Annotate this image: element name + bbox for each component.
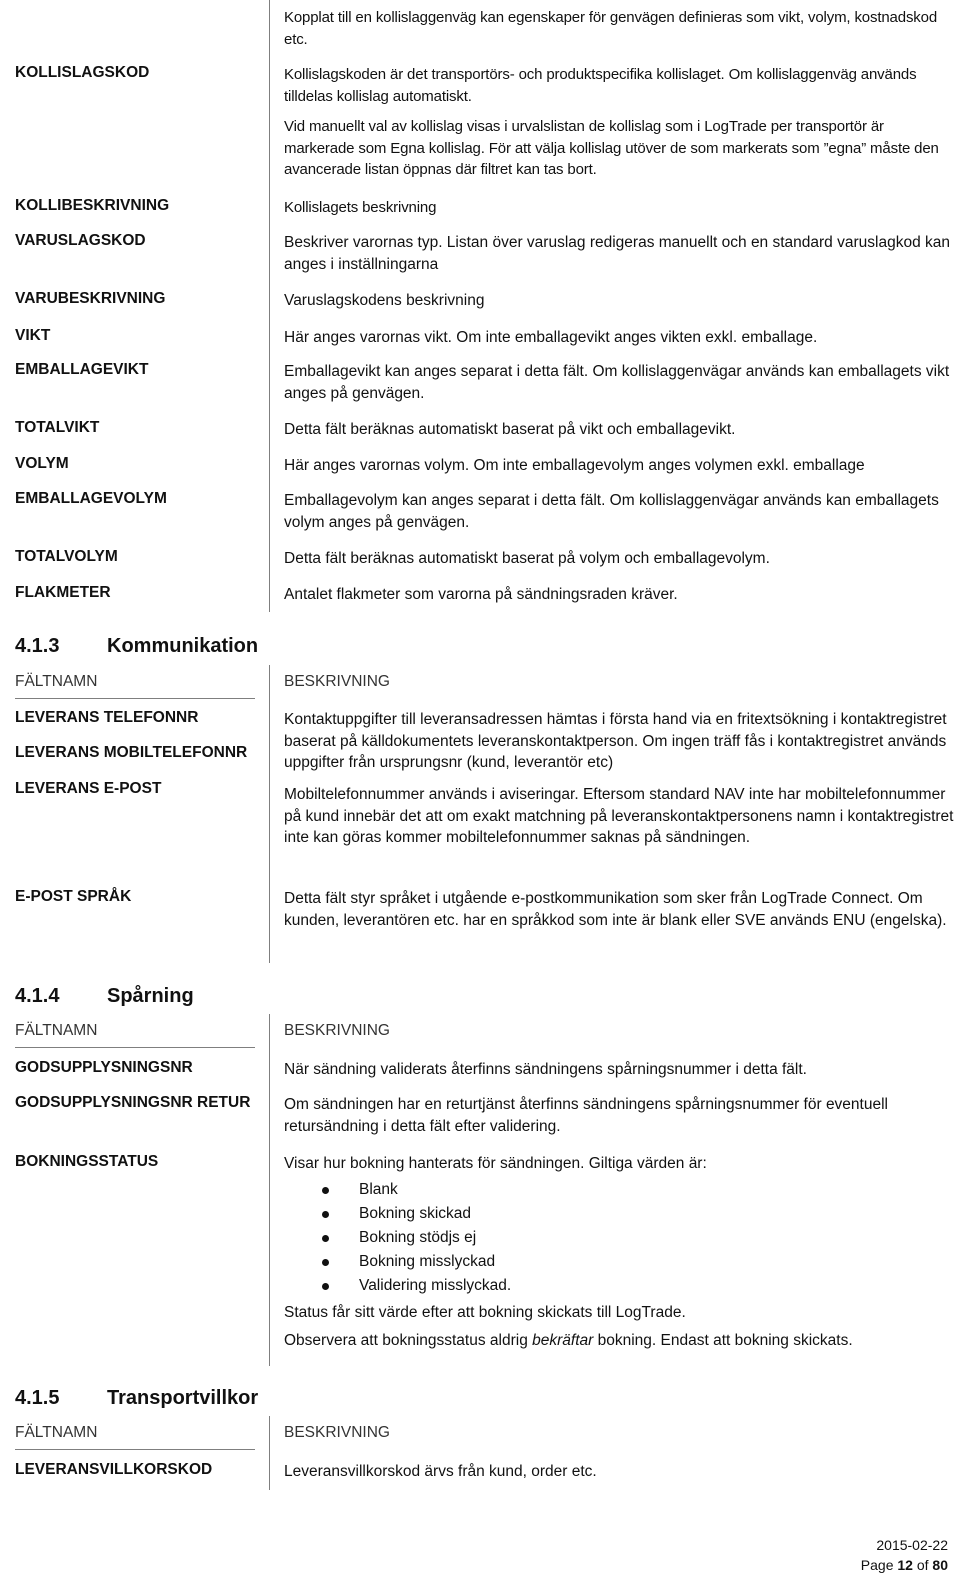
list-item: Bokning stödjs ej <box>284 1226 954 1250</box>
observe-note <box>284 1330 954 1352</box>
column-header-field: FÄLTNAMN <box>15 1424 98 1441</box>
page-of-label: of <box>916 1557 929 1573</box>
field-name: KOLLISLAGSKOD <box>15 64 150 81</box>
field-name: EMBALLAGEVIKT <box>15 361 149 378</box>
column-header-description: BESKRIVNING <box>284 673 390 690</box>
field-name: VARUBESKRIVNING <box>15 290 166 307</box>
field-name: GODSUPPLYSNINGSNR RETUR <box>15 1094 251 1111</box>
booking-status-block <box>284 1153 954 1352</box>
section-number: 4.1.5 <box>15 1387 60 1409</box>
list-item: Validering misslyckad. <box>284 1274 954 1298</box>
field-description: Kopplat till en kollislaggenväg kan egenskaper för genvägen definieras som vikt, volym, kostnadskod etc. <box>284 9 938 48</box>
list-item: Blank <box>284 1178 954 1202</box>
field-description: Om sändningen har en returtjänst återfinns sändningens spårningsnummer för eventuell retursändning i detta fält efter validering. <box>284 1096 888 1135</box>
field-name: LEVERANSVILLKORSKOD <box>15 1461 213 1478</box>
header-rule <box>15 1449 255 1450</box>
page-label: Page <box>860 1557 894 1573</box>
field-description: Detta fält beräknas automatiskt baserat på volym och emballagevolym. <box>284 550 770 567</box>
section-title: Kommunikation <box>107 635 259 657</box>
field-description: Detta fält beräknas automatiskt baserat på vikt och emballagevikt. <box>284 421 736 438</box>
section-title: Spårning <box>107 985 194 1007</box>
section-number: 4.1.4 <box>15 985 60 1007</box>
section-number: 4.1.3 <box>15 635 60 657</box>
field-name: LEVERANS TELEFONNR <box>15 709 199 726</box>
footer-page-number <box>861 1557 948 1573</box>
section-title: Transportvillkor <box>107 1387 259 1409</box>
observe-emphasis: bekräftar <box>532 1332 594 1349</box>
field-description: Kontaktuppgifter till leveransadressen hämtas i första hand via en fritextsökning i kontaktregistret baserat på källdokumentets leveranskontaktperson. Om ingen träff fås i kontaktregistret används uppgifter från ursprungsnr (kund, leverantör etc) <box>284 711 947 771</box>
observe-text: bokning. Endast att bokning skickats. <box>593 1332 853 1349</box>
field-description: När sändning validerats återfinns sändningens spårningsnummer i detta fält. <box>284 1061 807 1078</box>
field-description: Antalet flakmeter som varorna på sändningsraden kräver. <box>284 586 678 603</box>
field-name: VOLYM <box>15 455 69 472</box>
column-header-field: FÄLTNAMN <box>15 673 98 690</box>
status-value-list <box>284 1178 954 1298</box>
field-name: TOTALVIKT <box>15 419 100 436</box>
footer-date: 2015-02-22 <box>876 1537 948 1553</box>
observe-text: Observera att bokningsstatus aldrig <box>284 1332 533 1349</box>
field-name: FLAKMETER <box>15 584 111 601</box>
field-name: E-POST SPRÅK <box>15 888 132 905</box>
table-divider <box>269 0 270 612</box>
field-description: Här anges varornas vikt. Om inte emballagevikt anges vikten exkl. emballage. <box>284 329 818 346</box>
header-rule <box>15 698 255 699</box>
section-heading <box>15 635 258 658</box>
field-description: Beskriver varornas typ. Listan över varuslag redigeras manuellt och en standard varuslagkod kan anges i inställningarna <box>284 234 950 273</box>
table-divider <box>269 665 270 963</box>
field-name: LEVERANS E-POST <box>15 780 162 797</box>
field-description: Emballagevikt kan anges separat i detta fält. Om kollislaggenvägar används kan emballagets vikt anges på genvägen. <box>284 363 950 402</box>
field-name: LEVERANS MOBILTELEFONNR <box>15 744 248 761</box>
field-description: Leveransvillkorskod ärvs från kund, order etc. <box>284 1463 597 1480</box>
field-description: Emballagevolym kan anges separat i detta fält. Om kollislaggenvägar används kan emballagets volym anges på genvägen. <box>284 492 939 531</box>
field-name: KOLLIBESKRIVNING <box>15 197 170 214</box>
field-description: Här anges varornas volym. Om inte emballagevolym anges volymen exkl. emballage <box>284 457 865 474</box>
field-name: VIKT <box>15 327 51 344</box>
field-description: Mobiltelefonnummer används i aviseringar. Eftersom standard NAV inte har mobiltelefonnummer på kund innebär det att om exakt matchning på leveranskontaktpersonens namn i kontaktregistret inte kan göras kommer mobiltelefonnummer saknas på sändningen. <box>284 786 954 846</box>
status-note: Status får sitt värde efter att bokning skickats till LogTrade. <box>284 1303 686 1321</box>
field-description: Kollislagskoden är det transportörs- och produktspecifika kollislaget. Om kollislaggenväg används tilldelas kollislag automatiskt. <box>284 66 917 105</box>
page-current: 12 <box>897 1557 913 1573</box>
page-total: 80 <box>932 1557 948 1573</box>
field-name: TOTALVOLYM <box>15 548 118 565</box>
field-name: BOKNINGSSTATUS <box>15 1153 159 1170</box>
field-name: GODSUPPLYSNINGSNR <box>15 1059 193 1076</box>
column-header-description: BESKRIVNING <box>284 1022 390 1039</box>
field-name: VARUSLAGSKOD <box>15 232 146 249</box>
table-divider <box>269 1416 270 1490</box>
section-heading <box>15 985 194 1008</box>
list-item: Bokning skickad <box>284 1202 954 1226</box>
column-header-description: BESKRIVNING <box>284 1424 390 1441</box>
column-header-field: FÄLTNAMN <box>15 1022 98 1039</box>
table-divider <box>269 1014 270 1366</box>
field-description: Kollislagets beskrivning <box>284 199 437 216</box>
field-description: Visar hur bokning hanterats för sändningen. Giltiga värden är: <box>284 1155 707 1172</box>
field-description: Vid manuellt val av kollislag visas i urvalslistan de kollislag som i LogTrade per transportör är markerade som Egna kollislag. För att välja kollislag utöver de som markerats som ”egna” måste den avancerade listan öppnas där filtret kan tas bort. <box>284 118 939 178</box>
field-description: Detta fält styr språket i utgående e-postkommunikation som sker från LogTrade Connect. Om kunden, leverantören etc. har en språkkod som inte är blank eller SVE används ENU (engelska). <box>284 890 947 929</box>
list-item: Bokning misslyckad <box>284 1250 954 1274</box>
header-rule <box>15 1047 255 1048</box>
section-heading <box>15 1387 258 1410</box>
field-description: Varuslagskodens beskrivning <box>284 292 485 309</box>
field-name: EMBALLAGEVOLYM <box>15 490 167 507</box>
